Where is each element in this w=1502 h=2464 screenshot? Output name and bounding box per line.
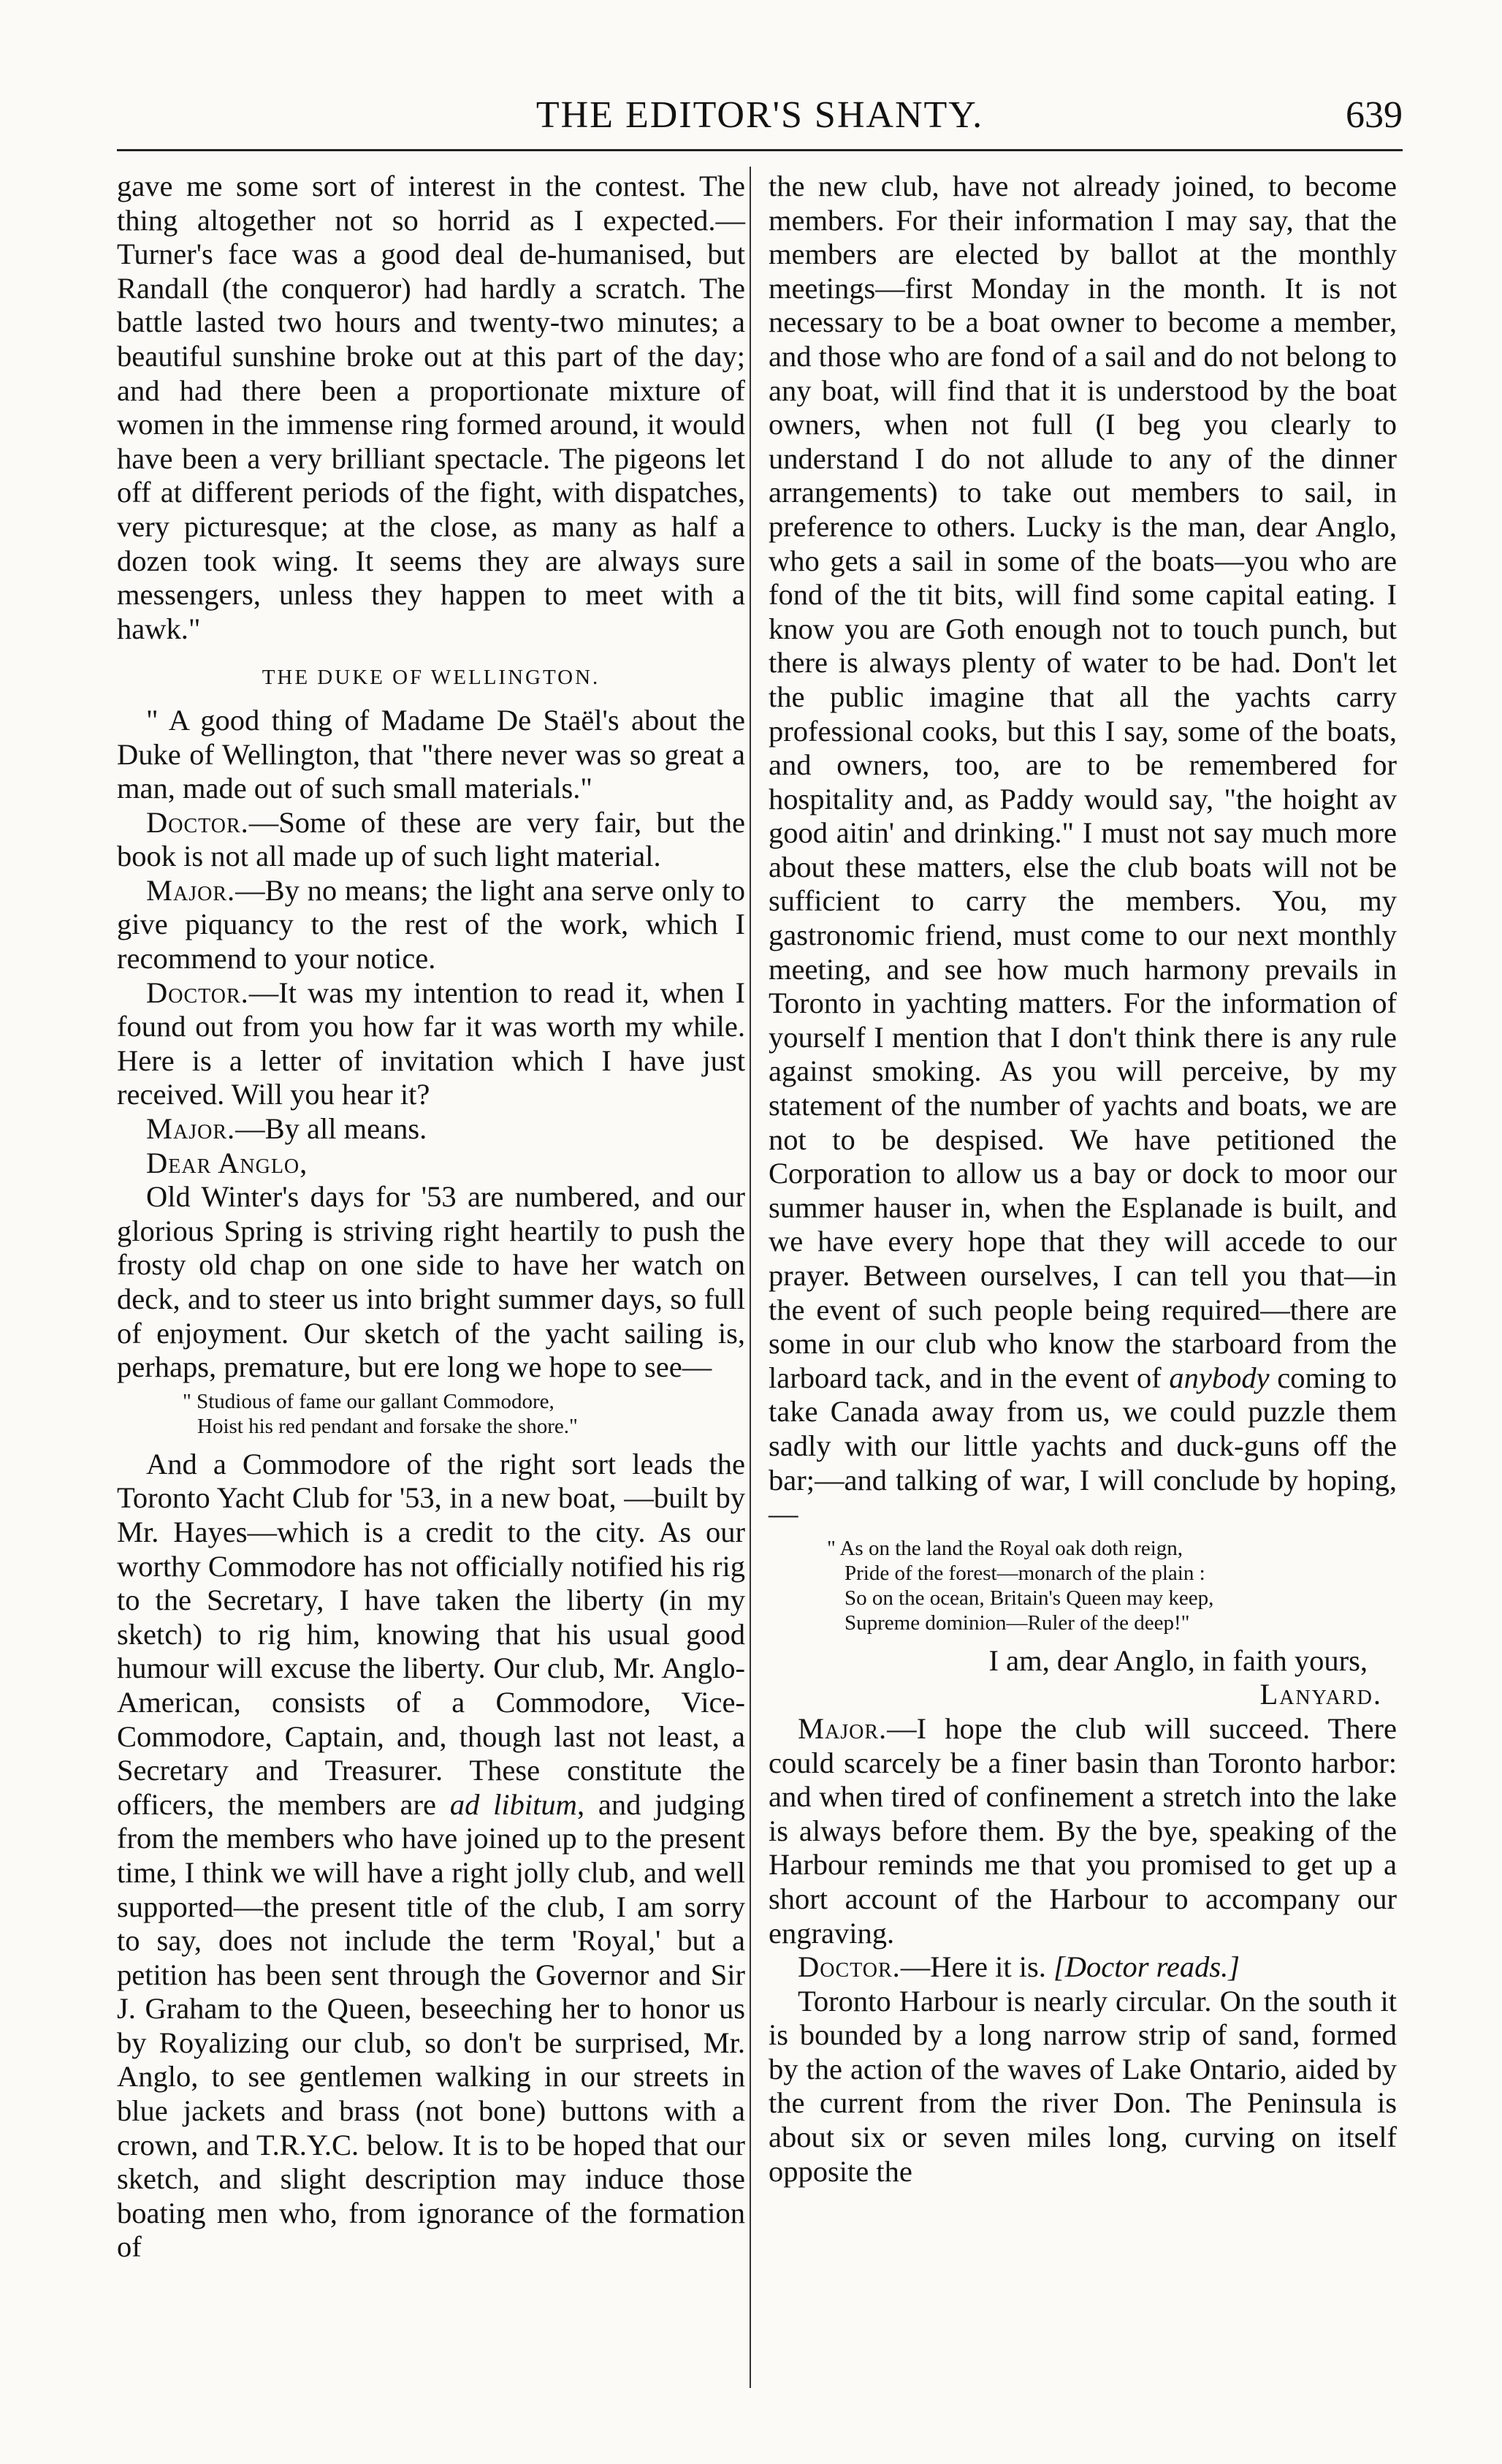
speaker-name: Doctor. bbox=[146, 805, 249, 839]
paragraph: " A good thing of Madame De Staël's about the Duke of Wellington, that "there never was so great a man, made out of such small materials." bbox=[117, 703, 745, 805]
verse-line: Hoist his red pendant and forsake the shore." bbox=[197, 1414, 578, 1438]
dialogue-text: —I hope the club will succeed. There could scarcely be a finer basin than Toronto harbor: and when tired of confinement a stretch into the lake is always before them. By the bye, speaking of the Harbour reminds me that you promised to get up a short account of the Harbour to accompany our engraving. bbox=[769, 1711, 1397, 1950]
dialogue-paragraph bbox=[117, 976, 745, 1112]
dialogue-text: —Here it is. bbox=[900, 1950, 1046, 1984]
letter-signature: Lanyard. bbox=[1259, 1678, 1382, 1711]
speaker-name: Doctor. bbox=[798, 1950, 901, 1984]
text-run: And a Commodore of the right sort leads the Toronto Yacht Club for '53, in a new boat, —built by Mr. Hayes—which is a credit to the city. As our worthy Commodore has not officially notified his rig to the Secretary, I have taken the liberty (in my sketch) to rig him, knowing that his usual good humour will excuse the liberty. Our club, Mr. Anglo-American, consists of a Commodore, Vice-Commodore, Captain, and, though last not least, a Secretary and Treasurer. These constitute the officers, the members are bbox=[117, 1447, 745, 1821]
italic-text: anybody bbox=[1169, 1361, 1270, 1394]
verse-line: Supreme dominion—Ruler of the deep!" bbox=[845, 1611, 1190, 1635]
running-title: THE EDITOR'S SHANTY. bbox=[535, 94, 984, 136]
header-rule bbox=[117, 149, 1403, 151]
dialogue-paragraph bbox=[117, 874, 745, 976]
verse-line: So on the ocean, Britain's Queen may keep, bbox=[845, 1586, 1214, 1610]
verse-line: " Studious of fame our gallant Commodore, bbox=[183, 1389, 554, 1413]
verse-line: " As on the land the Royal oak doth reign, bbox=[827, 1536, 1183, 1560]
letter-salutation: Dear Anglo, bbox=[146, 1146, 308, 1179]
column-rule bbox=[750, 167, 751, 2388]
page-number: 639 bbox=[1346, 94, 1403, 136]
stage-direction: [Doctor reads.] bbox=[1053, 1950, 1240, 1984]
paragraph: Old Winter's days for '53 are numbered, and our glorious Spring is striving right heartily to push the frosty old chap on one side to have her watch on deck, and to steer us into bright summer days, so full of enjoyment. Our sketch of the yacht sailing is, perhaps, premature, but ere long we hope to see— bbox=[117, 1180, 745, 1384]
verse-quote bbox=[117, 1389, 745, 1439]
dialogue-text: —By all means. bbox=[235, 1112, 427, 1146]
dialogue-paragraph bbox=[769, 1950, 1397, 1985]
dialogue-text: —By no means; the light ana serve only to give piquancy to the rest of the work, which I recommend to your notice. bbox=[117, 873, 745, 976]
letter-signoff: I am, dear Anglo, in faith yours, bbox=[988, 1643, 1368, 1677]
left-column bbox=[117, 170, 745, 2265]
paragraph bbox=[117, 1448, 745, 2265]
speaker-name: Major. bbox=[798, 1711, 888, 1745]
dialogue-paragraph bbox=[769, 1712, 1397, 1950]
section-heading: THE DUKE OF WELLINGTON. bbox=[262, 666, 601, 690]
dialogue-text: —Some of these are very fair, but the book is not all made up of such light material. bbox=[117, 805, 745, 873]
speaker-name: Major. bbox=[146, 873, 236, 907]
text-run: coming to take Canada away from us, we could puzzle them sadly with our little yachts and duck-guns off the bar;—and talking of war, I will conclude by hoping,— bbox=[769, 1361, 1397, 1531]
verse-quote bbox=[769, 1536, 1397, 1635]
speaker-name: Doctor. bbox=[146, 976, 249, 1009]
verse-line: Pride of the forest—monarch of the plain : bbox=[845, 1561, 1205, 1585]
dialogue-paragraph bbox=[117, 806, 745, 874]
dialogue-text: —It was my intention to read it, when I found out from you how far it was worth my while. Here is a letter of invitation which I have just received. Will you hear it? bbox=[117, 976, 745, 1111]
dialogue-paragraph bbox=[117, 1112, 745, 1147]
right-column bbox=[769, 170, 1397, 2189]
speaker-name: Major. bbox=[146, 1112, 236, 1146]
italic-text: ad libitum bbox=[449, 1787, 577, 1821]
paragraph: Toronto Harbour is nearly circular. On the south it is bounded by a long narrow strip of sand, formed by the action of the waves of Lake Ontario, aided by the current from the river Don. The Peninsula is about six or seven miles long, curving on itself opposite the bbox=[769, 1984, 1397, 2188]
running-head bbox=[117, 94, 1403, 146]
paragraph bbox=[769, 170, 1397, 1532]
text-run: the new club, have not already joined, to become members. For their information I may say, that the members are elected by ballot at the monthly meetings—first Monday in the month. It is not necessary to be a boat owner to become a member, and those who are fond of a sail and do not belong to any boat, will find that it is understood by the boat owners, when not full (I beg you clearly to understand I do not allude to any of the dinner arrangements) to take out members to sail, in preference to others. Lucky is the man, dear Anglo, who gets a sail in some of the boats—you who are fond of the tit bits, will find some capital eating. I know you are Goth enough not to touch punch, but there is always plenty of water to be had. Don't let the public imagine that all the yachts carry professional cooks, but this I say, some of the boats, and owners, too, are to be remembered for hospitality and, as Paddy would say, "the hoight av good aitin' and drinking." I must not say much more about these matters, else the club boats will not be sufficient to carry the members. You, my gastronomic friend, must come to our next monthly meeting, and see how much harmony prevails in Toronto in yachting matters. For the information of yourself I mention that I don't think there is any rule against smoking. As you will perceive, by my statement of the number of yachts and boats, we are not to be despised. We have petitioned the Corporation to allow us a bay or dock to moor our summer hauser in, when the Esplanade is built, and we have every hope that they will accede to our prayer. Between ourselves, I can tell you that—in the event of such people being required—there are some in our club who know the starboard from the larboard tack, and in the event of bbox=[769, 170, 1397, 1394]
paragraph: gave me some sort of interest in the contest. The thing altogether not so horrid as I expected.—Turner's face was a good deal de-humanised, but Randall (the conqueror) had hardly a scratch. The battle lasted two hours and twenty-two minutes; a beautiful sunshine broke out at this part of the day; and had there been a proportionate mixture of women in the immense ring formed around, it would have been a very brilliant spectacle. The pigeons let off at different periods of the fight, with dispatches, very picturesque; at the close, as many as half a dozen took wing. It seems they are always sure messengers, unless they happen to meet with a hawk." bbox=[117, 170, 745, 645]
text-run: , and judging from the members who have joined up to the present time, I think we will have a right jolly club, and well supported—the present title of the club, I am sorry to say, does not include the term 'Royal,' but a petition has been sent through the Governor and Sir J. Graham to the Queen, beseeching her to honor us by Royalizing our club, so don't be surprised, Mr. Anglo, to see gentlemen walking in our streets in blue jackets and brass (not bone) buttons with a crown, and T.R.Y.C. below. It is to be hoped that our sketch, and slight description may induce those boating men who, from ignorance of the formation of bbox=[117, 1787, 745, 2264]
